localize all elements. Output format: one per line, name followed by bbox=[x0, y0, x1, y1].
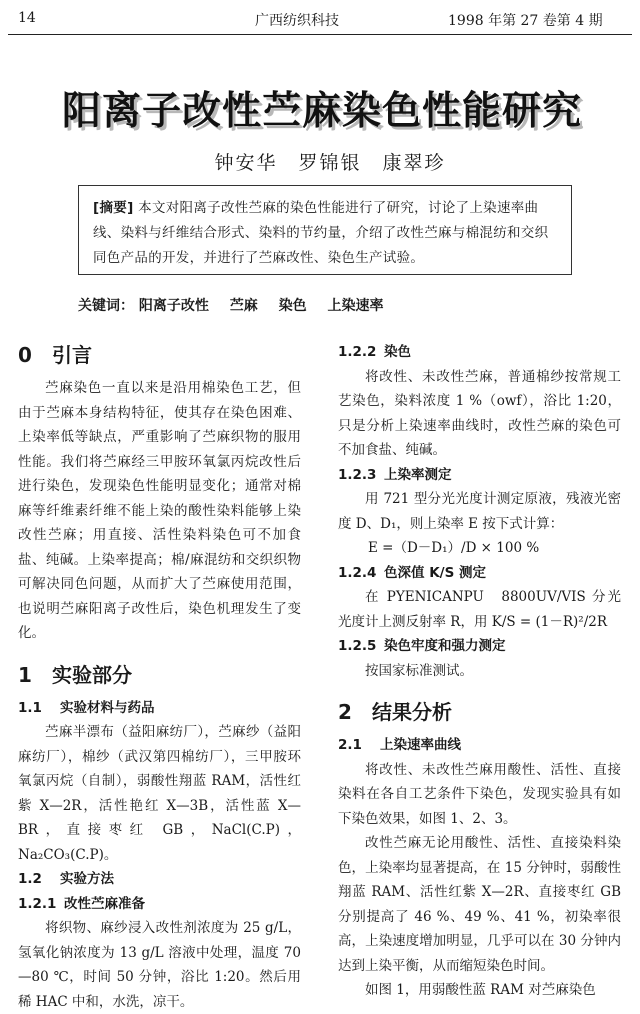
paragraph: 用 721 型分光光度计测定原液，残液光密度 D、D₁，则上染率 E 按下式计算： bbox=[338, 491, 621, 532]
keywords-label: 关键词： bbox=[78, 298, 134, 314]
paragraph: 如图 1，用弱酸性蓝 RAM 对苎麻染色 bbox=[365, 982, 596, 998]
page-number: 14 bbox=[18, 10, 36, 26]
subsection-heading: 1.1 实验材料与药品 bbox=[18, 699, 155, 716]
paragraph: 将织物、麻纱浸入改性剂浓度为 25 g/L，氢氧化钠浓度为 13 g/L 溶液中处理，温度 70—80 ℃，时间 50 分钟，浴比 1:20。然后用稀 HAC 中和，水洗，凉干。 bbox=[18, 920, 301, 1010]
subsubsection-heading: 1.2.1 改性苎麻准备 bbox=[18, 895, 145, 912]
keyword: 苎麻 bbox=[229, 298, 258, 314]
keywords bbox=[78, 295, 400, 315]
paragraph: 按国家标准测试。 bbox=[365, 662, 473, 679]
paragraph: 将改性、未改性苎麻，普通棉纱按常规工艺染色，染料浓度 1 %（owf），浴比 1:20，只是分析上染速率曲线时，改性苎麻的染色可不加食盐、纯碱。 bbox=[338, 368, 621, 458]
subsubsection-heading: 1.2.5 染色牢度和强力测定 bbox=[338, 638, 506, 654]
keyword: 染色 bbox=[278, 298, 307, 314]
authors: 钟安华 罗锦银 康翠珍 bbox=[214, 152, 446, 174]
journal-name: 广西纺织科技 bbox=[255, 13, 339, 29]
right-column bbox=[338, 340, 621, 1003]
abstract-box bbox=[78, 185, 572, 275]
abstract-label: [摘要] bbox=[93, 200, 134, 216]
article-title: 阳离子改性苎麻染色性能研究 bbox=[61, 89, 582, 134]
paragraph: 苎麻半漂布（益阳麻纺厂），苎麻纱（益阳麻纺厂），棉纱（武汉第四棉纺厂），三甲胺环氧氯丙烷（自制），弱酸性翔蓝 RAM，活性红紫 X—2R，活性艳红 X—3B，活性蓝 X—BR，直接枣红 GB，NaCl(C.P)，Na₂CO₃(C.P)。 bbox=[18, 724, 301, 863]
keyword: 上染速率 bbox=[327, 298, 384, 314]
subsubsection-heading: 1.2.4 色深值 K/S 测定 bbox=[338, 564, 487, 581]
subsubsection-heading: 1.2.2 染色 bbox=[338, 344, 411, 360]
journal-issue: 1998 年第 27 卷第 4 期 bbox=[448, 13, 603, 29]
paragraph: 在 PYENICANPU 8800UV/VIS 分光光度计上测反射率 R，用 K/S = (1－R)²/2R bbox=[338, 589, 621, 630]
formula: E =（D－D₁）/D × 100 % bbox=[368, 540, 540, 556]
paragraph: 将改性、未改性苎麻用酸性、活性、直接染料在各自工艺条件下染色，发现实验具有如下染色效果，如图 1、2、3。 bbox=[338, 761, 621, 827]
section-heading: 2 结果分析 bbox=[338, 700, 452, 724]
subsection-heading: 2.1 上染速率曲线 bbox=[338, 737, 461, 753]
subsection-heading: 1.2 实验方法 bbox=[18, 871, 114, 887]
keyword: 阳离子改性 bbox=[138, 298, 209, 314]
paragraph: 苎麻染色一直以来是沿用棉染色工艺，但由于苎麻本身结构特征，使其存在染色困难、上染率低等缺点，严重影响了苎麻织物的服用性能。我们将苎麻经三甲胺环氧氯丙烷改性后进行染色，发现染色性能明显变化；通常对棉麻等纤维素纤维不能上染的酸性染料能够上染改性苎麻；用直接、活性染料染色可不加食盐、纯碱。上染率提高；棉/麻混纺和交织织物可解决同色问题，从而扩大了苎麻使用范围，也说明苎麻阳离子改性后，染色机理发生了变化。 bbox=[18, 380, 301, 641]
subsubsection-heading: 1.2.3 上染率测定 bbox=[338, 466, 452, 483]
left-column bbox=[18, 340, 301, 1014]
abstract-text: 本文对阳离子改性苎麻的染色性能进行了研究，讨论了上染速率曲线、染料与纤维结合形式、染料的节约量，介绍了改性苎麻与棉混纺和交织同色产品的开发，并进行了苎麻改性、染色生产试验。 bbox=[93, 200, 549, 266]
section-heading: 0 引言 bbox=[18, 343, 92, 367]
paragraph: 改性苎麻无论用酸性、活性、直接染料染色，上染率均显著提高，在 15 分钟时，弱酸性翔蓝 RAM、活性红紫 X—2R、直接枣红 GB 分别提高了 46 %、49 %、41 %，初染率很高，上染速度增加明显，几乎可以在 30 分钟内达到上染平衡，从而缩短染色时间。 bbox=[338, 835, 621, 974]
header-rule bbox=[8, 34, 632, 35]
section-heading: 1 实验部分 bbox=[18, 662, 132, 687]
